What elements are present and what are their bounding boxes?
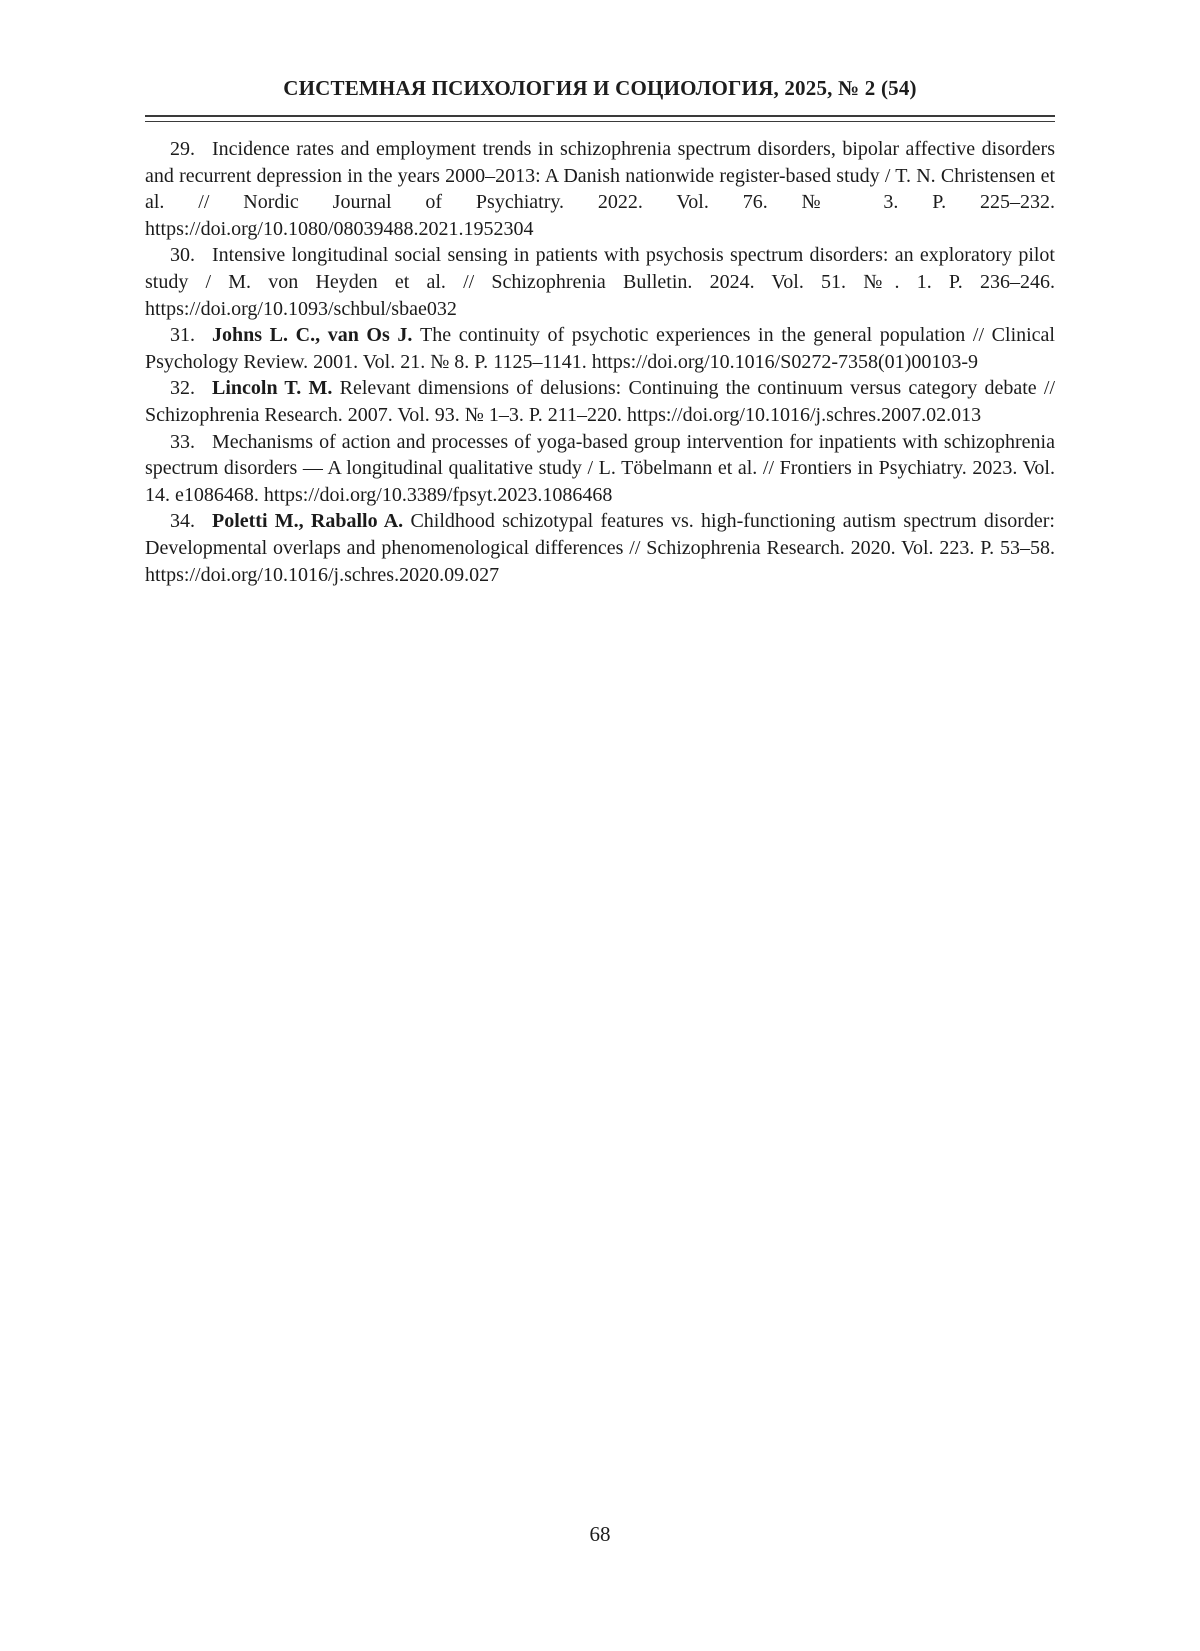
header-divider bbox=[145, 115, 1055, 122]
reference-item bbox=[145, 508, 1055, 588]
reference-authors: Poletti M., Raballo A. bbox=[212, 510, 411, 533]
reference-item bbox=[145, 375, 1055, 428]
reference-item bbox=[145, 429, 1055, 509]
reference-text: Relevant dimensions of delusions: Continuing the continuum versus category debate // Schizophrenia Research. 2007. Vol. 93. № 1–3. P. 211–220. https://doi.org/10.1016/j.schres.2007.02.013 bbox=[145, 377, 1055, 426]
references-list bbox=[145, 136, 1055, 588]
reference-text: The continuity of psychotic experiences in the general population // Clinical Psychology Review. 2001. Vol. 21. № 8. P. 1125–1141. https://doi.org/10.1016/S0272-7358(01)00103-9 bbox=[145, 324, 1055, 373]
reference-number: 29. bbox=[170, 138, 195, 160]
reference-number: 31. bbox=[170, 324, 195, 347]
reference-number: 34. bbox=[170, 510, 195, 533]
page-number: 68 bbox=[589, 1522, 611, 1546]
reference-text: Mechanisms of action and processes of yoga-based group intervention for inpatients with schizophrenia spectrum disorders — A longitudinal qualitative study / L. Töbelmann et al. // Frontiers in Psychiatry. 2023. Vol. 14. e1086468. https://doi.org/10.3389/fpsyt.2023.1086468 bbox=[145, 430, 1055, 506]
reference-authors: Johns L. C., van Os J. bbox=[212, 324, 421, 347]
reference-authors: Lincoln T. M. bbox=[212, 377, 340, 400]
reference-item bbox=[145, 242, 1055, 322]
reference-number: 33. bbox=[170, 430, 195, 453]
reference-text: Incidence rates and employment trends in schizophrenia spectrum disorders, bipolar affective disorders and recurrent depression in the years 2000–2013: A Danish nationwide register-based study / T. N. Christensen et al. // Nordic Journal of Psychiatry. 2022. Vol. 76. № 3. P. 225–232. https://doi.org/10.1080/08039488.2021.1952304 bbox=[145, 138, 1055, 240]
reference-number: 32. bbox=[170, 377, 195, 400]
reference-text: Intensive longitudinal social sensing in patients with psychosis spectrum disorders: an exploratory pilot study / M. von Heyden et al. // Schizophrenia Bulletin. 2024. Vol. 51. №. 1. P. 236–246. https://doi.org/10.1093/schbul/sbae032 bbox=[145, 244, 1055, 320]
reference-number: 30. bbox=[170, 244, 195, 267]
journal-header-title: СИСТЕМНАЯ ПСИХОЛОГИЯ И СОЦИОЛОГИЯ, 2025, № 2 (54) bbox=[283, 76, 917, 100]
reference-item bbox=[145, 136, 1055, 242]
reference-text: Childhood schizotypal features vs. high-functioning autism spectrum disorder: Developmental overlaps and phenomenological differences // Schizophrenia Research. 2020. Vol. 223. P. 53–58. https://doi.org/10.1016/j.schres.2020.09.027 bbox=[145, 510, 1055, 586]
reference-item bbox=[145, 322, 1055, 375]
